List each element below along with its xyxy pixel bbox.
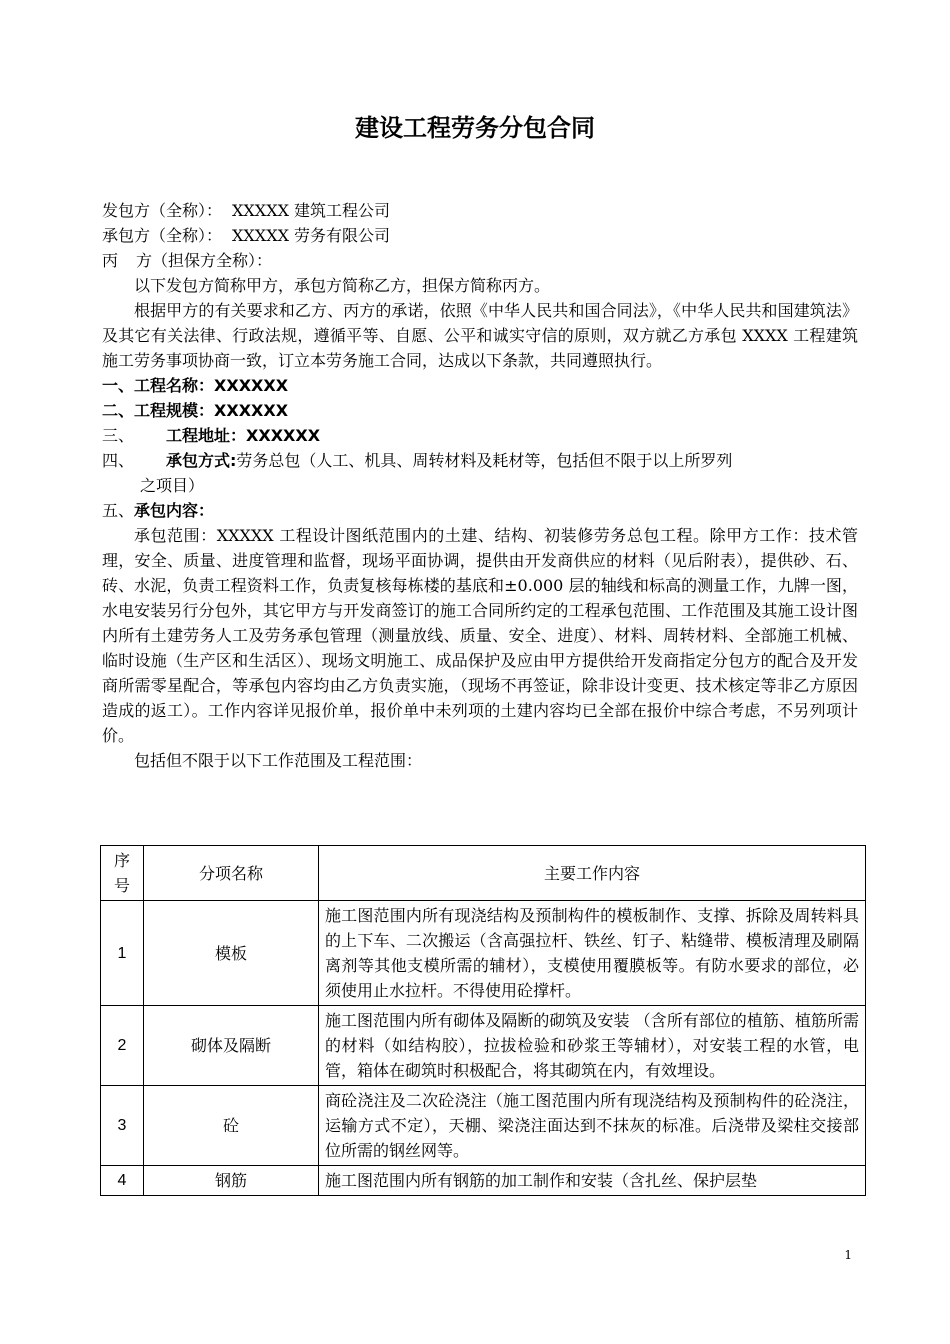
row-content: 施工图范围内所有砌体及隔断的砌筑及安装 （含所有部位的植筋、植筋所需的材料（如结构胶），拉拔检验和砂浆王等辅材），对安装工程的水管，电管，箱体在砌筑时积极配合，将其砌筑在内，有效埋设。 <box>319 1006 866 1086</box>
section-4-continued: 之项目） <box>140 476 205 495</box>
contract-body <box>102 198 858 773</box>
row-name: 砌体及隔断 <box>144 1006 319 1086</box>
section-3 <box>102 423 858 448</box>
row-no: 1 <box>101 901 144 1006</box>
row-name: 模板 <box>144 901 319 1006</box>
contractor-line <box>102 223 858 248</box>
section-3-num: 三、 <box>102 426 135 445</box>
section-4 <box>102 448 858 473</box>
section-2-num: 二、 <box>102 401 135 420</box>
section-5 <box>102 498 858 523</box>
contractor-label: 承包方（全称）： <box>102 226 223 245</box>
employer-line <box>102 198 858 223</box>
section-4-label: 承包方式: <box>166 451 237 470</box>
header-no: 序号 <box>101 846 144 901</box>
section-2 <box>102 398 858 423</box>
guarantor-label-a: 丙 <box>102 251 119 270</box>
section-2-label: 工程规模： <box>134 401 215 420</box>
row-content: 施工图范围内所有钢筋的加工制作和安装（含扎丝、保护层垫 <box>319 1166 866 1196</box>
table-row <box>101 901 866 1006</box>
header-content: 主要工作内容 <box>319 846 866 901</box>
row-no: 4 <box>101 1166 144 1196</box>
scope-tail: 包括但不限于以下工作范围及工程范围： <box>134 751 423 770</box>
row-no: 3 <box>101 1086 144 1166</box>
work-scope-table <box>100 845 866 1196</box>
section-1-label: 工程名称： <box>134 376 215 395</box>
table-row <box>101 1006 866 1086</box>
section-5-num: 五、 <box>102 501 135 520</box>
intro-paragraph-1: 以下发包方简称甲方，承包方简称乙方，担保方简称丙方。 <box>134 276 551 295</box>
employer-label: 发包方（全称）： <box>102 201 223 220</box>
section-1 <box>102 373 858 398</box>
section-4-num: 四、 <box>102 451 135 470</box>
section-5-label: 承包内容： <box>134 501 215 520</box>
guarantor-line <box>102 248 858 273</box>
row-no: 2 <box>101 1006 144 1086</box>
section-3-label: 工程地址： <box>166 426 247 445</box>
guarantor-label-b: 方（担保方全称）： <box>136 251 273 270</box>
header-name: 分项名称 <box>144 846 319 901</box>
employer-value: XXXXX 建筑工程公司 <box>232 201 391 220</box>
row-name: 砼 <box>144 1086 319 1166</box>
contractor-value: XXXXX 劳务有限公司 <box>232 226 391 245</box>
page-number: 1 <box>844 1248 852 1262</box>
row-content: 商砼浇注及二次砼浇注（施工图范围内所有现浇结构及预制构件的砼浇注，运输方式不定），天棚、梁浇注面达到不抹灰的标准。后浇带及梁柱交接部位所需的钢丝网等。 <box>319 1086 866 1166</box>
section-2-value: XXXXXX <box>214 401 289 420</box>
table-row <box>101 1086 866 1166</box>
table-header-row <box>101 846 866 901</box>
document-title: 建设工程劳务分包合同 <box>355 114 595 142</box>
section-1-num: 一、 <box>102 376 135 395</box>
section-1-value: XXXXXX <box>214 376 289 395</box>
table-row <box>101 1166 866 1196</box>
row-content: 施工图范围内所有现浇结构及预制构件的模板制作、支撑、拆除及周转料具的上下车、二次搬运（含高强拉杆、铁丝、钉子、粘缝带、模板清理及刷隔离剂等其他支模所需的辅材），支模使用覆膜板等。有防水要求的部位，必须使用止水拉杆。不得使用砼撑杆。 <box>319 901 866 1006</box>
row-name: 钢筋 <box>144 1166 319 1196</box>
scope-paragraph: 承包范围：XXXXX 工程设计图纸范围内的土建、结构、初装修劳务总包工程。除甲方工作：技术管理，安全、质量、进度管理和监督，现场平面协调，提供由开发商供应的材料（见后附表），提供砂、石、砖、水泥，负责工程资料工作，负责复核每栋楼的基底和±0.000 层的轴线和标高的测量工作，九牌一图，水电安装另行分包外，其它甲方与开发商签订的施工合同所约定的工程承包范围、工作范围及其施工设计图内所有土建劳务人工及劳务承包管理（测量放线、质量、安全、进度）、材料、周转材料、全部施工机械、临时设施（生产区和生活区）、现场文明施工、成品保护及应由甲方提供给开发商指定分包方的配合及开发商所需零星配合，等承包内容均由乙方负责实施，（现场不再签证，除非设计变更、技术核定等非乙方原因造成的返工）。工作内容详见报价单，报价单中未列项的土建内容均已全部在报价中综合考虑，不另列项计价。 <box>102 526 858 745</box>
intro-paragraph-2: 根据甲方的有关要求和乙方、丙方的承诺，依照《中华人民共和国合同法》，《中华人民共和国建筑法》及其它有关法律、行政法规，遵循平等、自愿、公平和诚实守信的原则，双方就乙方承包 XXXX 工程建筑施工劳务事项协商一致，订立本劳务施工合同，达成以下条款，共同遵照执行。 <box>102 301 858 370</box>
section-4-value: 劳务总包（人工、机具、周转材料及耗材等，包括但不限于以上所罗列 <box>236 451 733 470</box>
section-3-value: XXXXXX <box>246 426 321 445</box>
